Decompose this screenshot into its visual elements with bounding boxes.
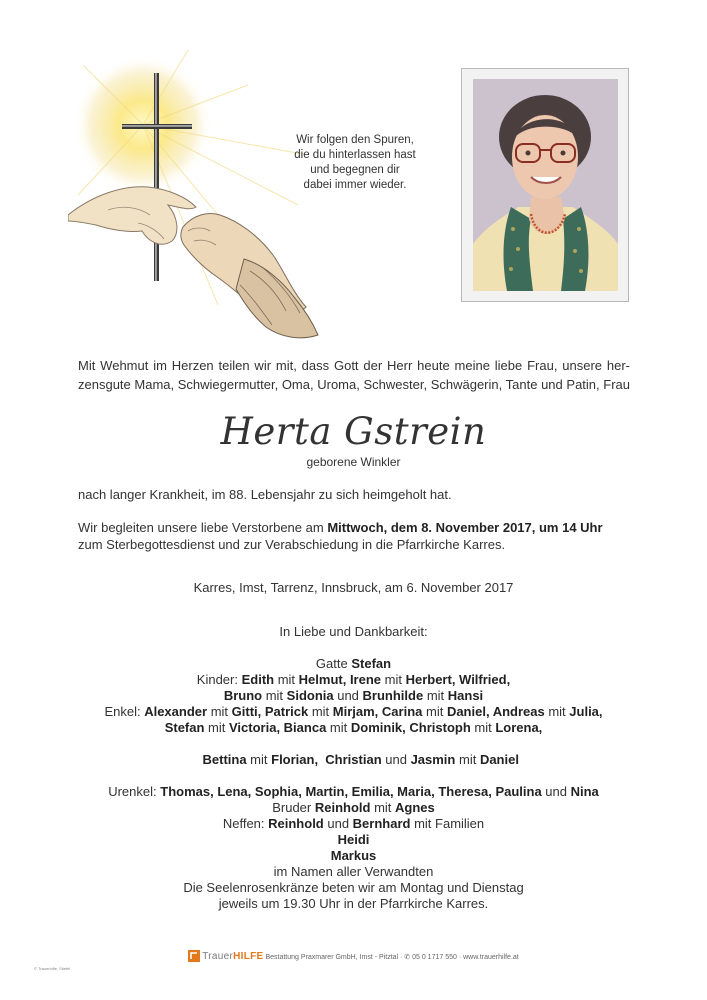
portrait-photo	[473, 79, 618, 291]
poem	[255, 133, 455, 193]
family-line-all: im Namen aller Verwandten	[273, 864, 434, 879]
rosary-line: jeweils um 19.30 Uhr in der Pfarrkirche Karres.	[218, 896, 489, 911]
family-line-enkel: Bettina mit Florian, Christian und Jasmin mit Daniel	[202, 752, 519, 767]
funeral-location: zum Sterbegottesdienst und zur Verabschiedung in die Pfarrkirche Karres.	[78, 537, 506, 552]
family-list	[0, 656, 707, 880]
footer-contact: Bestattung Praxmarer GmbH, Imst - Pitztal · ✆ 05 0 1717 550 · www.trauerhilfe.at	[265, 953, 519, 961]
poem-line: und begegnen dir	[310, 164, 400, 176]
portrait-frame	[461, 68, 629, 302]
death-notice: nach langer Krankheit, im 88. Lebensjahr zu sich heimgeholt hat.	[78, 487, 452, 502]
credit-text: © Trauerhilfe, Stiefel	[34, 966, 71, 971]
deceased-name: Herta Gstrein	[220, 410, 487, 453]
intro-line: zensgute Mama, Schwiegermutter, Oma, Uroma, Schwester, Schwägerin, Tante und Patin, Frau	[78, 377, 630, 392]
funeral-intro: Wir begleiten unsere liebe Verstorbene am	[78, 520, 328, 535]
trauerhilfe-logo-icon	[188, 950, 200, 964]
cross-and-hands-illustration	[68, 45, 338, 345]
place-date: Karres, Imst, Tarrenz, Innsbruck, am 6. November 2017	[193, 580, 514, 595]
family-line-bruder: Bruder Reinhold mit Agnes	[272, 800, 435, 815]
intro-text	[78, 356, 630, 394]
funeral-date: Mittwoch, dem 8. November 2017, um 14 Uhr	[327, 520, 603, 535]
family-line-enkel: Stefan mit Victoria, Bianca mit Dominik, Christoph mit Lorena,	[164, 720, 543, 735]
family-line-neffen: Neffen: Reinhold und Bernhard mit Familien	[222, 816, 485, 831]
intro-line: Mit Wehmut im Herzen teilen wir mit, dass Gott der Herr heute meine liebe Frau, unsere her-	[78, 358, 630, 373]
rosary-line: Die Seelenrosenkränze beten wir am Montag und Dienstag	[183, 880, 524, 895]
family-line-urenkel: Urenkel: Thomas, Lena, Sophia, Martin, Emilia, Maria, Theresa, Paulina und Nina	[108, 784, 599, 799]
footer	[0, 950, 707, 964]
family-line-spouse: Gatte Stefan	[315, 656, 392, 671]
poem-line: Wir folgen den Spuren,	[296, 134, 414, 146]
family-line-kinder: Bruno mit Sidonia und Brunhilde mit Hansi	[223, 688, 484, 703]
maiden-name: geborene Winkler	[306, 455, 401, 469]
family-line-kinder: Kinder: Edith mit Helmut, Irene mit Herbert, Wilfried,	[196, 672, 511, 687]
family-line-enkel: Enkel: Alexander mit Gitti, Patrick mit Mirjam, Carina mit Daniel, Andreas mit Julia,	[104, 704, 603, 719]
family-line-markus: Markus	[330, 848, 377, 863]
rosary-info	[0, 880, 707, 912]
family-line-heidi: Heidi	[337, 832, 370, 847]
closing-phrase: In Liebe und Dankbarkeit:	[279, 624, 428, 639]
brand-name: TrauerHILFE	[202, 950, 264, 962]
poem-line: die du hinterlassen hast	[294, 149, 416, 161]
poem-line: dabei immer wieder.	[303, 179, 407, 191]
